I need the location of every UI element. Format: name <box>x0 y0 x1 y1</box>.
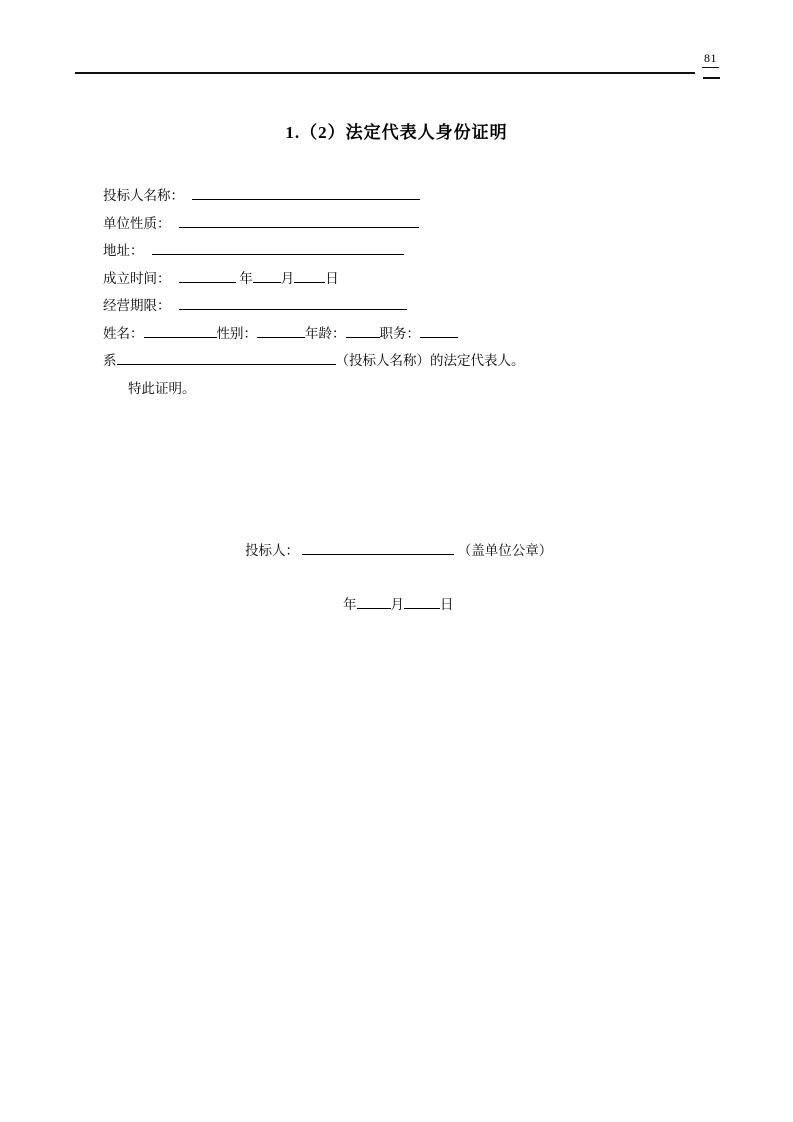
unit-nature-label: 单位性质： <box>103 215 171 231</box>
founding-month-label: 月 <box>280 270 295 286</box>
date-year-label: 年 <box>343 597 357 612</box>
bidder-name-row <box>103 182 663 210</box>
address-blank <box>152 241 404 255</box>
founding-day-label: 日 <box>325 270 339 286</box>
signature-bidder-label: 投标人： <box>245 543 299 558</box>
bidder-name-blank <box>192 186 420 200</box>
age-blank <box>346 324 380 338</box>
unit-nature-blank <box>179 214 419 228</box>
page-title: 1.（2）法定代表人身份证明 <box>285 123 508 142</box>
business-term-blank <box>179 296 407 310</box>
date-row <box>343 591 454 618</box>
gender-label: 性别： <box>216 325 257 341</box>
founding-date-label: 成立时间： <box>103 270 171 286</box>
founding-year-blank <box>179 269 236 283</box>
page-number-underline <box>703 77 720 79</box>
statement-bidder-blank <box>117 351 336 365</box>
business-term-label: 经营期限： <box>103 298 171 313</box>
founding-month-blank <box>253 269 281 283</box>
age-label: 年龄： <box>305 325 346 341</box>
header-rule <box>75 72 695 74</box>
signature-blank <box>302 541 454 555</box>
page-number: 81 <box>702 50 719 68</box>
address-row <box>103 237 663 265</box>
gender-blank <box>257 324 305 338</box>
date-year-blank <box>357 595 391 609</box>
date-month-label: 月 <box>390 597 404 612</box>
bidder-name-label: 投标人名称： <box>103 188 184 203</box>
business-term-row <box>103 292 663 320</box>
unit-nature-row <box>103 210 663 238</box>
seal-note: （盖单位公章） <box>457 543 553 558</box>
name-blank <box>144 324 217 338</box>
date-month-blank <box>404 595 440 609</box>
representative-statement-row <box>103 347 663 375</box>
date-day-label: 日 <box>440 597 454 612</box>
signature-row <box>245 537 552 564</box>
founding-date-row <box>103 265 663 293</box>
certificate-form <box>103 182 663 402</box>
person-info-row <box>103 320 663 348</box>
address-label: 地址： <box>103 243 144 258</box>
certification-row <box>103 375 663 403</box>
position-blank <box>420 324 458 338</box>
certification-text: 特此证明。 <box>128 380 196 396</box>
founding-year-label: 年 <box>239 270 253 286</box>
founding-day-blank <box>294 269 325 283</box>
statement-prefix: 系 <box>103 353 117 368</box>
position-label: 职务： <box>379 325 420 341</box>
name-label: 姓名： <box>103 325 144 341</box>
statement-suffix: （投标人名称）的法定代表人。 <box>335 353 525 368</box>
